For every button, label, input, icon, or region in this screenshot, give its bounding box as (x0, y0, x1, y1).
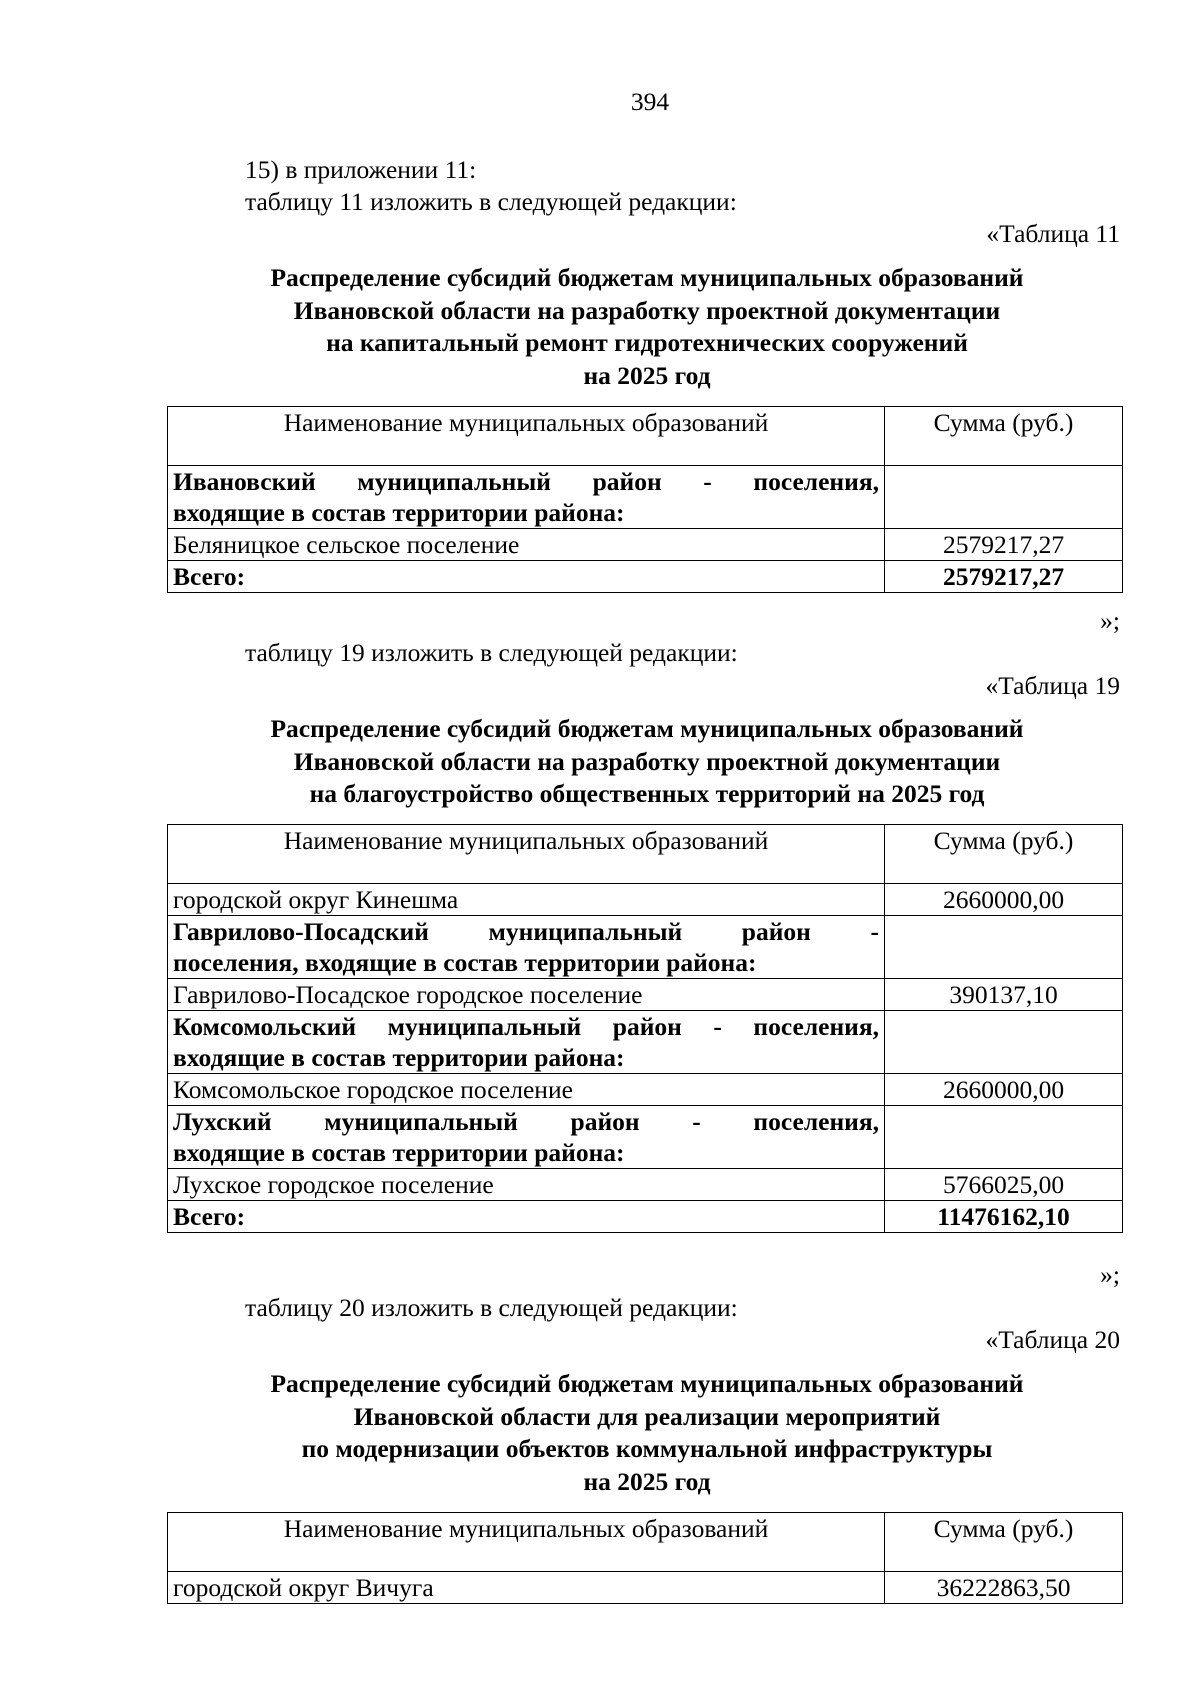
col-name-header: Наименование муниципальных образований (168, 407, 885, 466)
table19-title: Распределение субсидий бюджетам муниципальных образований Ивановской области на разработку проектной документации на благоустройство общественных территорий на 2025 год (270, 714, 1024, 808)
close-mark: »; (1100, 1260, 1120, 1289)
table-header-row: Наименование муниципальных образований Сумма (руб.) (168, 1513, 1123, 1572)
table-row: городской округ Кинешма 2660000,00 (168, 884, 1123, 916)
total-row: Всего: 11476162,10 (168, 1201, 1123, 1233)
table11-label: «Таблица 11 (986, 219, 1120, 248)
group-cell: Ивановский муниципальный район - поселения, входящие в состав территории района: (168, 466, 885, 529)
close-mark: »; (1100, 606, 1120, 635)
table-row: городской округ Вичуга 36222863,50 (168, 1572, 1123, 1604)
table-header-row (168, 407, 1123, 466)
table-row: Беляницкое сельское поселение 2579217,27 (168, 529, 1123, 561)
intro-line-2: таблицу 11 изложить в следующей редакции: (245, 187, 737, 216)
table20-label: «Таблица 20 (985, 1325, 1120, 1354)
table-20 (167, 1512, 1123, 1604)
table-19 (167, 824, 1123, 1233)
table-row (168, 1106, 1123, 1169)
table11-title: Распределение субсидий бюджетам муниципальных образований Ивановской области на разработку проектной документации на капитальный ремонт гидротехнических сооружений на 2025 год (270, 263, 1024, 390)
table-row: Лухское городское поселение 5766025,00 (168, 1169, 1123, 1201)
page-number: 394 (630, 87, 670, 116)
table-header-row: Наименование муниципальных образований Сумма (руб.) (168, 825, 1123, 884)
group-cell: Комсомольский муниципальный район - поселения, входящие в состав территории района: (168, 1011, 885, 1074)
group-cell: Лухский муниципальный район - поселения, входящие в состав территории района: (168, 1106, 885, 1169)
total-row: Всего: 2579217,27 (168, 561, 1123, 593)
group-cell: Гаврилово-Посадский муниципальный район - поселения, входящие в состав территории района: (168, 916, 885, 979)
intro-line-1: 15) в приложении 11: (245, 155, 477, 184)
table-row (168, 466, 1123, 529)
table20-intro: таблицу 20 изложить в следующей редакции: (245, 1293, 738, 1322)
col-sum-header: Сумма (руб.) (885, 407, 1123, 466)
table-row: Комсомольское городское поселение 2660000,00 (168, 1074, 1123, 1106)
table-11 (167, 406, 1123, 593)
table-row (168, 916, 1123, 979)
table19-label: «Таблица 19 (985, 671, 1120, 700)
table-row (168, 1011, 1123, 1074)
table20-title: Распределение субсидий бюджетам муниципальных образований Ивановской области для реализации мероприятий по модернизации объектов коммунальной инфраструктуры на 2025 год (270, 1369, 1024, 1496)
table19-intro: таблицу 19 изложить в следующей редакции: (245, 638, 738, 667)
table-row: Гаврилово-Посадское городское поселение 390137,10 (168, 979, 1123, 1011)
